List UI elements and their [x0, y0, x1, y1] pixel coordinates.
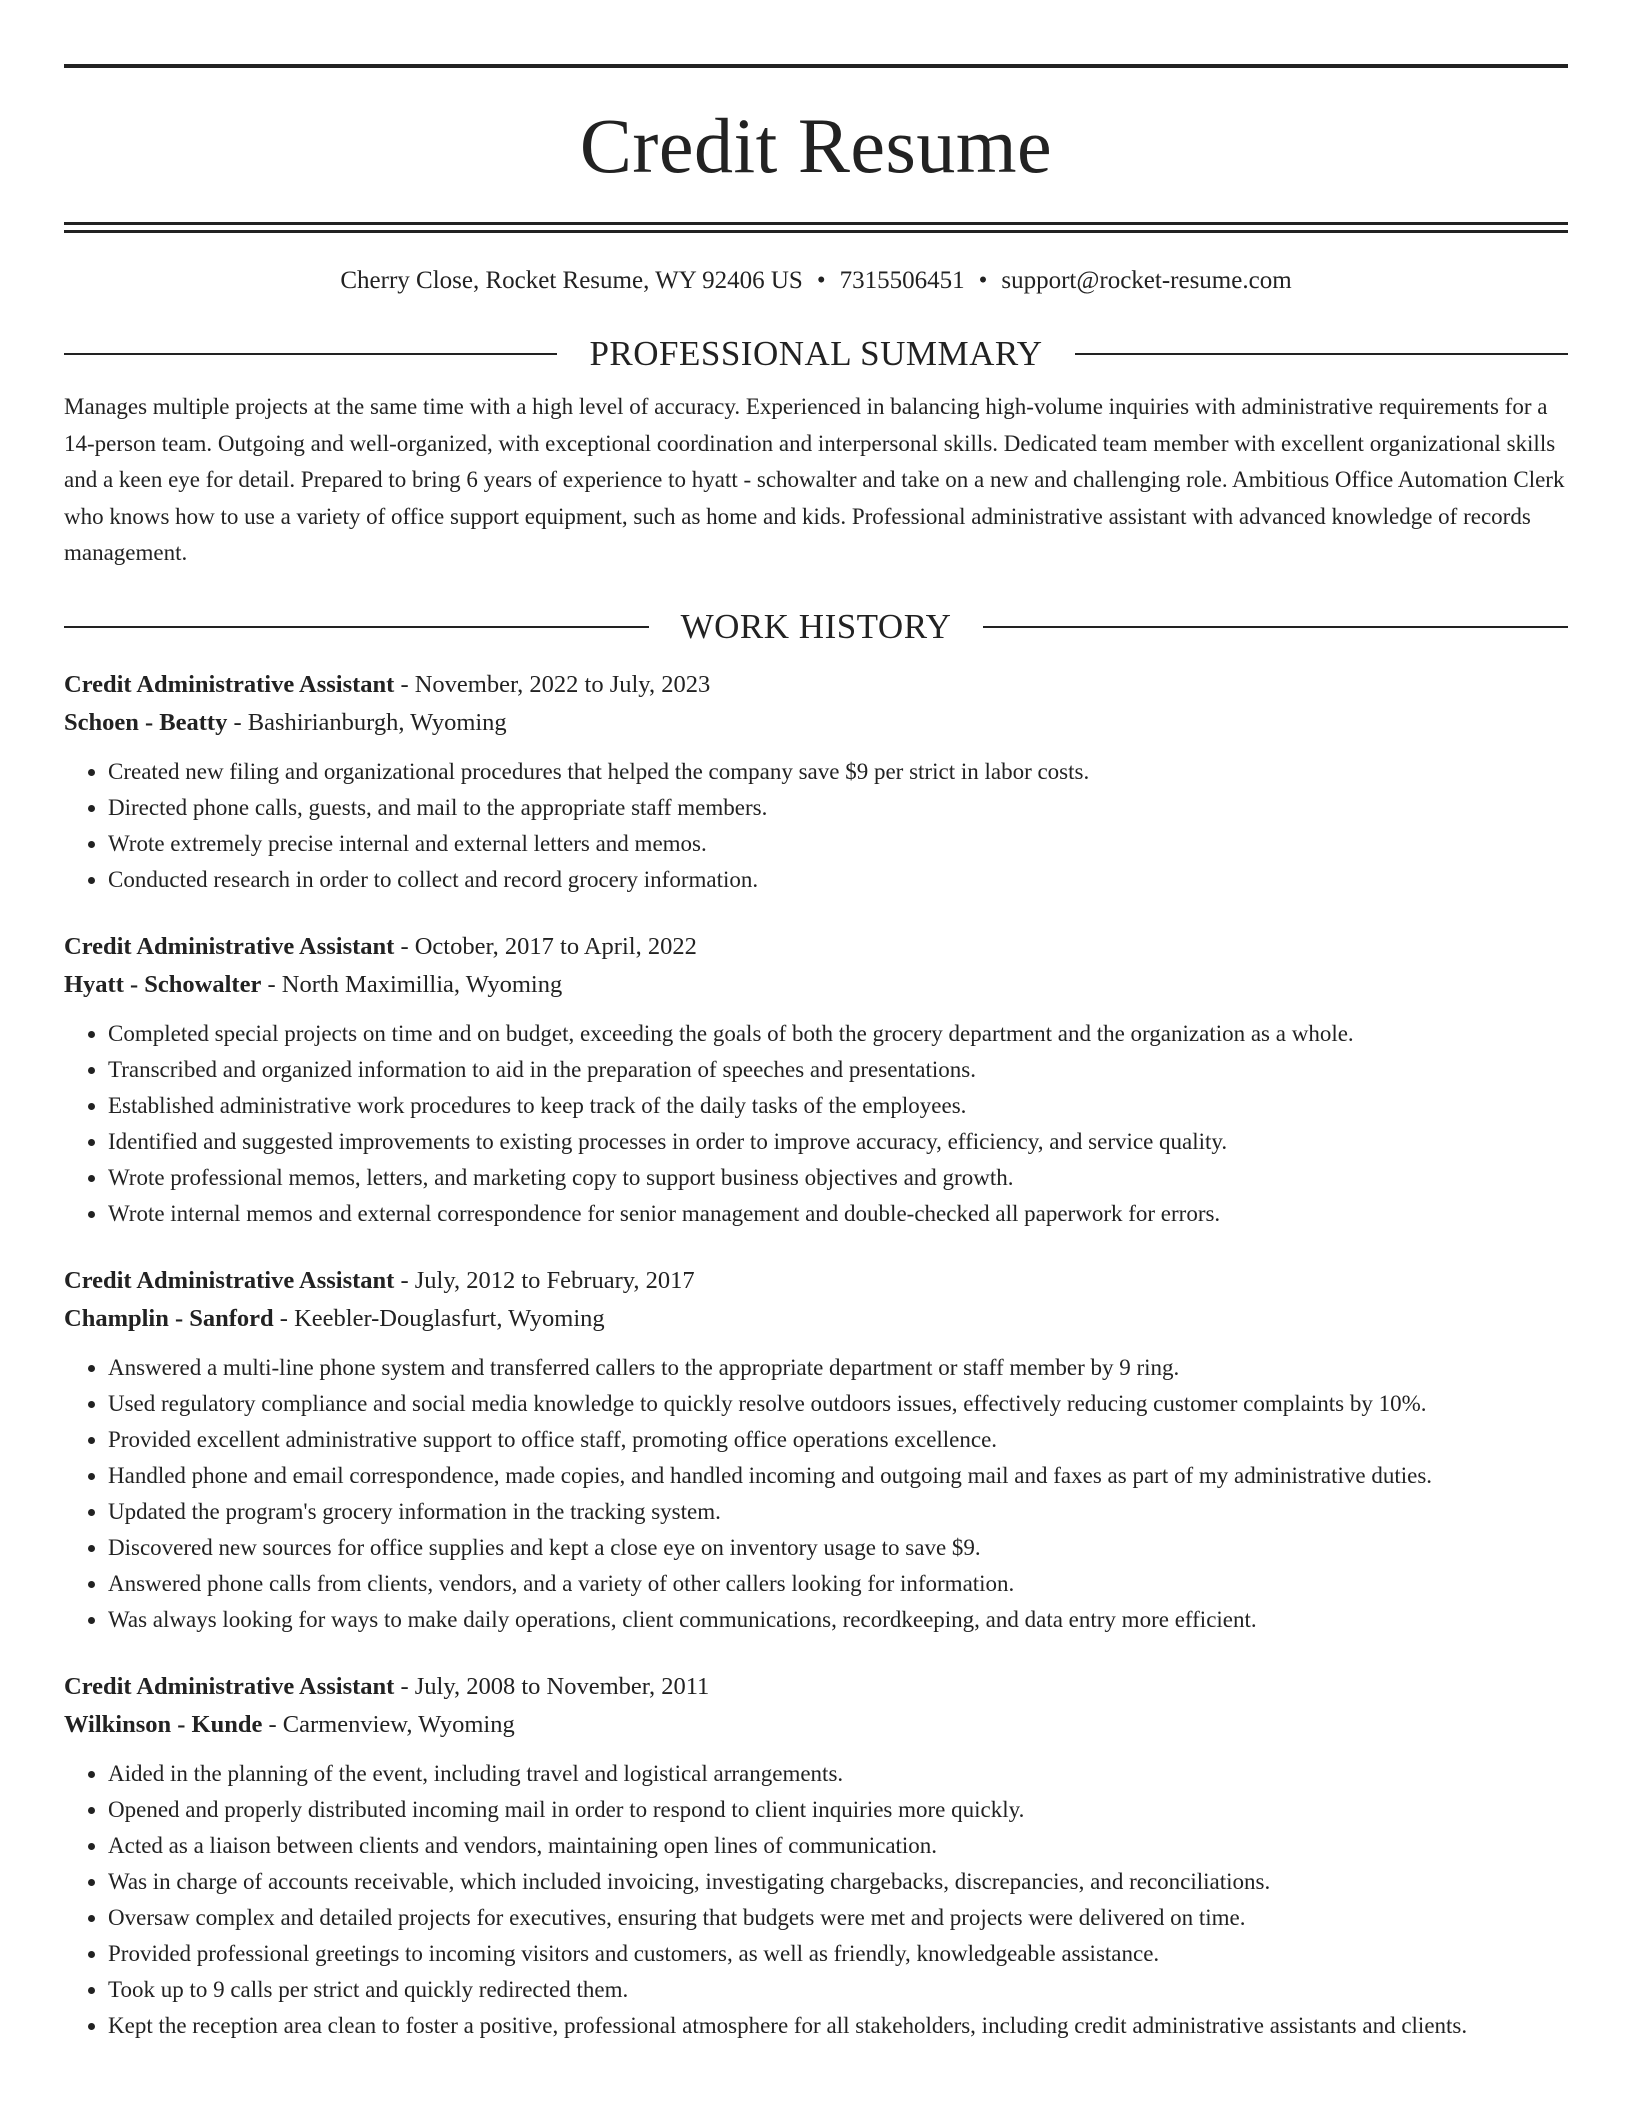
work-history-heading	[64, 602, 1568, 652]
job-company-line	[64, 1300, 1568, 1338]
resume-page	[64, 64, 1568, 2044]
job-bullet: • Transcribed and organized information to aid in the preparation of speeches and presentations.	[108, 1052, 1568, 1088]
job-bullet: • Wrote internal memos and external correspondence for senior management and double-checked all paperwork for errors.	[108, 1196, 1568, 1232]
job-dates: October, 2017 to April, 2022	[414, 932, 697, 960]
work-history-heading-title: WORK HISTORY	[680, 606, 952, 646]
heading-rule-right	[983, 626, 1568, 628]
job-bullet: • Provided excellent administrative support to office staff, promoting office operations excellence.	[108, 1422, 1568, 1458]
job-bullet: • Aided in the planning of the event, including travel and logistical arrangements.	[108, 1756, 1568, 1792]
contact-separator: •	[978, 267, 988, 294]
contact-email: support@rocket-resume.com	[1001, 267, 1292, 294]
summary-text: Manages multiple projects at the same time with a high level of accuracy. Experienced in balancing high-volume inquiries with administrative requirements for a 14-person team. Outgoing and well-organized, with exceptional coordination and interpersonal skills. Dedicated team member with excellent organizational skills and a keen eye for detail. Prepared to bring 6 years of experience to hyatt - schowalter and take on a new and challenging role. Ambitious Office Automation Clerk who knows how to use a variety of office support equipment, such as home and kids. Professional administrative assistant with advanced knowledge of records management.	[64, 394, 1565, 565]
job-bullet-list	[64, 754, 1568, 898]
work-history-list	[64, 666, 1568, 2044]
job-bullet: • Directed phone calls, guests, and mail to the appropriate staff members.	[108, 790, 1568, 826]
job-position: Credit Administrative Assistant	[64, 932, 395, 960]
top-rule	[64, 64, 1568, 68]
job-dash: -	[394, 670, 415, 698]
job-entry	[64, 666, 1568, 898]
job-title-line	[64, 1668, 1568, 1706]
job-dash: -	[394, 932, 415, 960]
job-title-line	[64, 1262, 1568, 1300]
job-bullet: • Opened and properly distributed incoming mail in order to respond to client inquiries more quickly.	[108, 1792, 1568, 1828]
job-bullet: • Kept the reception area clean to foster a positive, professional atmosphere for all stakeholders, including credit administrative assistants and clients.	[108, 2008, 1568, 2044]
summary-heading-title: PROFESSIONAL SUMMARY	[589, 334, 1043, 373]
contact-phone: 7315506451	[839, 267, 965, 294]
heading-rule-left	[64, 353, 557, 355]
job-bullet-list	[64, 1756, 1568, 2044]
job-company: Champlin - Sanford	[64, 1304, 274, 1332]
job-bullet: • Took up to 9 calls per strict and quickly redirected them.	[108, 1972, 1568, 2008]
job-company: Wilkinson - Kunde	[64, 1710, 263, 1738]
summary-heading	[64, 329, 1568, 379]
job-company: Hyatt - Schowalter	[64, 970, 262, 998]
job-title-line	[64, 928, 1568, 966]
job-bullet-list	[64, 1016, 1568, 1232]
job-bullet: • Handled phone and email correspondence, made copies, and handled incoming and outgoing mail and faxes as part of my administrative duties.	[108, 1458, 1568, 1494]
job-bullet: • Was always looking for ways to make daily operations, client communications, recordkeeping, and data entry more efficient.	[108, 1602, 1568, 1638]
resume-title: Credit Resume	[579, 102, 1053, 189]
job-position: Credit Administrative Assistant	[64, 1672, 395, 1700]
job-bullet: • Completed special projects on time and on budget, exceeding the goals of both the grocery department and the organization as a whole.	[108, 1016, 1568, 1052]
job-bullet: • Wrote extremely precise internal and external letters and memos.	[108, 826, 1568, 862]
job-bullet: • Provided professional greetings to incoming visitors and customers, as well as friendly, knowledgeable assistance.	[108, 1936, 1568, 1972]
job-bullet: • Identified and suggested improvements to existing processes in order to improve accuracy, efficiency, and service quality.	[108, 1124, 1568, 1160]
job-entry	[64, 928, 1568, 1232]
job-bullet: • Discovered new sources for office supplies and kept a close eye on inventory usage to save $9.	[108, 1530, 1568, 1566]
contact-separator: •	[816, 267, 826, 294]
job-title-line	[64, 666, 1568, 704]
job-location: Carmenview, Wyoming	[282, 1710, 515, 1738]
job-entry	[64, 1262, 1568, 1638]
job-bullet: • Used regulatory compliance and social media knowledge to quickly resolve outdoors issues, effectively reducing customer complaints by 10%.	[108, 1386, 1568, 1422]
job-company: Schoen - Beatty	[64, 708, 228, 736]
job-company-line	[64, 966, 1568, 1004]
double-rule	[64, 222, 1568, 225]
job-bullet-list	[64, 1350, 1568, 1638]
job-dash: -	[261, 970, 282, 998]
job-position: Credit Administrative Assistant	[64, 1266, 395, 1294]
job-location: Keebler-Douglasfurt, Wyoming	[294, 1304, 605, 1332]
job-dash: -	[227, 708, 248, 736]
job-dash: -	[273, 1304, 295, 1332]
heading-rule-right	[1075, 353, 1568, 355]
job-location: Bashirianburgh, Wyoming	[247, 708, 507, 736]
job-dates: November, 2022 to July, 2023	[414, 670, 711, 698]
job-dates: July, 2008 to November, 2011	[414, 1672, 710, 1700]
heading-rule-left	[64, 626, 649, 628]
job-bullet: • Conducted research in order to collect and record grocery information.	[108, 862, 1568, 898]
job-bullet: • Created new filing and organizational procedures that helped the company save $9 per strict in labor costs.	[108, 754, 1568, 790]
job-bullet: • Acted as a liaison between clients and vendors, maintaining open lines of communication.	[108, 1828, 1568, 1864]
job-company-line	[64, 704, 1568, 742]
job-bullet: • Answered phone calls from clients, vendors, and a variety of other callers looking for information.	[108, 1566, 1568, 1602]
job-dates: July, 2012 to February, 2017	[414, 1266, 695, 1294]
job-position: Credit Administrative Assistant	[64, 670, 395, 698]
contact-address: Cherry Close, Rocket Resume, WY 92406 US	[340, 267, 803, 294]
job-location: North Maximillia, Wyoming	[281, 970, 563, 998]
contact-line	[64, 263, 1568, 299]
job-bullet: • Answered a multi-line phone system and transferred callers to the appropriate department or staff member by 9 ring.	[108, 1350, 1568, 1386]
job-dash: -	[394, 1672, 415, 1700]
job-dash: -	[262, 1710, 283, 1738]
job-dash: -	[394, 1266, 415, 1294]
job-entry	[64, 1668, 1568, 2044]
job-bullet: • Established administrative work procedures to keep track of the daily tasks of the employees.	[108, 1088, 1568, 1124]
job-bullet: • Updated the program's grocery information in the tracking system.	[108, 1494, 1568, 1530]
job-bullet: • Wrote professional memos, letters, and marketing copy to support business objectives and growth.	[108, 1160, 1568, 1196]
job-bullet: • Was in charge of accounts receivable, which included invoicing, investigating chargebacks, discrepancies, and reconciliations.	[108, 1864, 1568, 1900]
job-bullet: • Oversaw complex and detailed projects for executives, ensuring that budgets were met and projects were delivered on time.	[108, 1900, 1568, 1936]
job-company-line	[64, 1706, 1568, 1744]
